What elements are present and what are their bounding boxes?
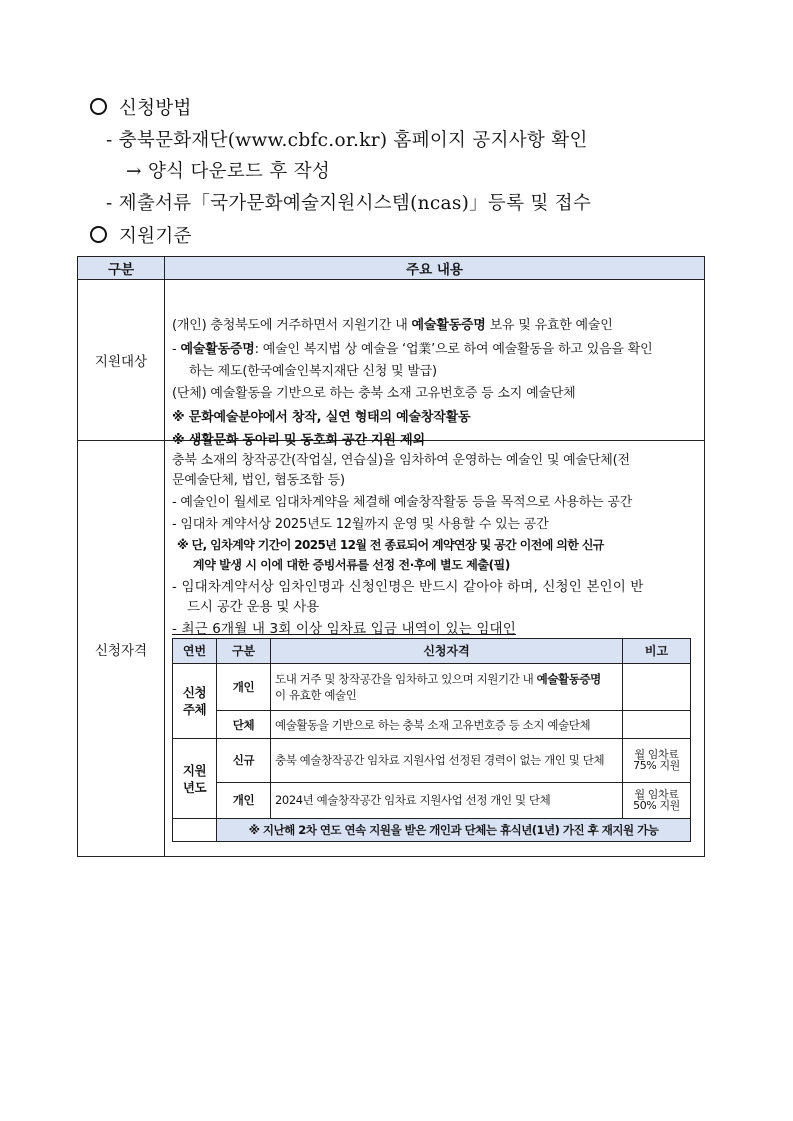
eligibility-note-1: ※ 단, 임차계약 기간이 2025년 12월 전 종료되어 계약연장 및 공간 이전에 의한 신규 (177, 538, 604, 552)
circle-bullet-icon (90, 98, 107, 115)
eligibility-new: 충북 예술창작공간 임차료 지원사업 선정된 경력이 없는 개인 및 단체 (271, 739, 623, 782)
eligibility-line-1: 충북 소재의 창작공간(작업실, 연습실)을 임차하여 운영하는 예술인 및 예술단체(전 (172, 453, 630, 468)
eligibility-line-6: - 최근 6개월 내 3회 이상 임차료 입금 내역이 있는 임대인 (172, 621, 516, 637)
table-row-eligible-target (78, 280, 705, 441)
eligibility-note-1-cont: 계약 발생 시 이에 대한 증빙서류를 선정 전·후에 별도 제출(필) (193, 558, 510, 572)
section-title: 신청방법 (119, 98, 192, 119)
subheader-category: 구분 (217, 639, 271, 664)
subtable-row-continuing (173, 782, 691, 819)
target-line-individual: (개인) 충청북도에 거주하면서 지원기간 내 예술활동증명 보유 및 유효한 예술인 (172, 318, 613, 333)
header-main-content: 주요 내용 (165, 257, 705, 280)
type-continuing: 개인 (217, 782, 271, 819)
subtable-row-individual (173, 663, 691, 710)
criteria-table (77, 256, 705, 857)
row-label-target: 지원대상 (78, 280, 165, 441)
target-line-group: (단체) 예술활동을 기반으로 하는 충북 소재 고유번호증 등 소지 예술단체 (172, 386, 576, 401)
type-new: 신규 (217, 739, 271, 782)
group-applicant: 신청 주체 (173, 663, 217, 739)
eligibility-continuing: 2024년 예술창작공간 임차료 지원사업 선정 개인 및 단체 (271, 782, 623, 819)
type-individual: 개인 (217, 663, 271, 710)
eligibility-line-5: - 임대차계약서상 임차인명과 신청인명은 반드시 같아야 하며, 신청인 본인이 반 (172, 579, 644, 595)
eligibility-line-5-cont: 드시 공간 운용 및 사용 (187, 599, 319, 615)
eligibility-line-2: 문예술단체, 법인, 협동조합 등) (172, 473, 345, 488)
target-line-cert-definition: - 예술활동증명: 예술인 복지법 상 예술을 ‘업業’으로 하여 예술활동을 하고 있음을 확인 (172, 342, 653, 357)
apply-method-item-1-cont: → 양식 다운로드 후 작성 (126, 161, 331, 182)
eligibility-individual: 도내 거주 및 창작공간을 임차하고 있으며 지원기간 내 예술활동증명 이 유효한 예술인 (271, 663, 623, 710)
row-content-target (165, 280, 705, 448)
type-group: 단체 (217, 710, 271, 739)
subheader-remarks: 비고 (623, 639, 691, 664)
target-line-cert-definition-cont: 하는 제도(한국예술인복지재단 신청 및 발급) (189, 364, 437, 379)
remark-new: 월 임차료 75% 지원 (623, 739, 691, 782)
subtable-row-new (173, 739, 691, 782)
target-note-creative: ※ 문화예술분야에서 창작, 실연 형태의 예술창작활동 (172, 410, 471, 425)
table-row-eligibility (78, 441, 705, 857)
apply-method-item-1: - 충북문화재단(www.cbfc.or.kr) 홈페이지 공지사항 확인 (106, 130, 588, 151)
group-support-year: 지원 년도 (173, 739, 217, 819)
subtable-note: ※ 지난해 2차 연도 연속 지원을 받은 개인과 단체는 휴식년(1년) 가진 후 재지원 가능 (217, 819, 691, 842)
remark-individual (623, 663, 691, 710)
remark-continuing: 월 임차료 50% 지원 (623, 782, 691, 819)
eligibility-line-4: - 임대차 계약서상 2025년도 12월까지 운영 및 사용할 수 있는 공간 (172, 517, 549, 532)
note-spacer (173, 819, 217, 842)
row-content-eligibility (165, 441, 705, 857)
circle-bullet-icon (90, 226, 107, 243)
eligibility-subtable (172, 638, 691, 842)
eligibility-line-3: - 예술인이 월세로 임대차계약을 체결해 예술창작활동 등을 목적으로 사용하는 공간 (172, 495, 633, 510)
subtable-row-group (173, 710, 691, 739)
target-note-exclusion: ※ 생활문화 동아리 및 동호회 공간 지원 제외 (172, 433, 425, 448)
subheader-eligibility: 신청자격 (271, 639, 623, 664)
criteria-table-header (78, 257, 705, 280)
apply-method-item-2: - 제출서류「국가문화예술지원시스템(ncas)」등록 및 접수 (106, 193, 592, 214)
section-title: 지원기준 (119, 226, 192, 247)
subtable-row-note (173, 819, 691, 842)
eligibility-group: 예술활동을 기반으로 하는 충북 소재 고유번호증 등 소지 예술단체 (271, 710, 623, 739)
remark-group (623, 710, 691, 739)
header-category: 구분 (78, 257, 165, 280)
subheader-no: 연번 (173, 639, 217, 664)
section-heading-support-criteria (90, 222, 192, 248)
subtable-header (173, 639, 691, 664)
section-heading-apply-method (90, 94, 192, 120)
row-label-eligibility: 신청자격 (78, 441, 165, 857)
